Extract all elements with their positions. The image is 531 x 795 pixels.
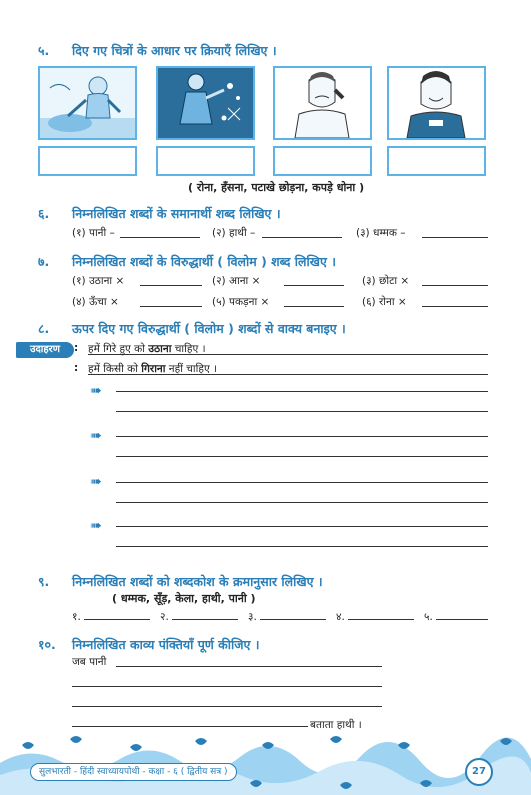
q10-number: १०. (38, 637, 56, 652)
q9-answer-line-4[interactable] (348, 619, 414, 620)
q9-slot-2: २. (160, 611, 169, 623)
q9-slot-1: १. (72, 611, 81, 623)
q10-end-words: बताता हाथी । (310, 719, 362, 731)
q6-item-2: (२) हाथी – (212, 227, 256, 239)
example-2-pre: हमें किसी को (88, 363, 142, 375)
q7-answer-line-6[interactable] (422, 306, 488, 307)
q10-answer-line-3[interactable] (72, 706, 382, 707)
q9-word-list: ( धम्मक, सूँड़, केला, हाथी, पानी ) (112, 592, 256, 605)
footer-book-title: सुलभारती - हिंदी स्वाध्यायपोथी - कक्षा - ६ ( द्वितीय सत्र ) (30, 763, 237, 781)
q7-heading (38, 253, 336, 270)
q6-title: निम्नलिखित शब्दों के समानार्थी शब्द लिखिए । (72, 206, 281, 221)
q9-number: ९. (38, 574, 50, 589)
q7-item-1: (१) उठाना × (72, 275, 125, 287)
q6-heading (38, 205, 281, 222)
example-1-pre: हमें गिरे हुए को (88, 343, 149, 355)
q8-answer-line-4b[interactable] (116, 546, 488, 547)
q7-item-5: (५) पकड़ना × (212, 296, 270, 308)
q10-answer-line-2[interactable] (72, 686, 382, 687)
q10-start-words: जब पानी (72, 656, 107, 668)
answer-box-1[interactable] (38, 146, 137, 176)
q8-answer-line-3b[interactable] (116, 502, 488, 503)
arrow-icon-4: ➠ (90, 518, 102, 534)
example-1-post: चाहिए । (171, 343, 206, 355)
q8-title: ऊपर दिए गए विरुद्धार्थी ( विलोम ) शब्दों से वाक्य बनाइए । (72, 321, 346, 336)
q7-item-3: (३) छोटा × (362, 275, 410, 287)
q7-item-6: (६) रोना × (362, 296, 407, 308)
q7-item-2: (२) आना × (212, 275, 261, 287)
example-line-2 (88, 374, 488, 375)
q6-answer-line-3[interactable] (422, 237, 488, 238)
example-2-bold: गिराना (141, 363, 166, 375)
q9-answer-line-2[interactable] (172, 619, 238, 620)
q9-heading (38, 573, 323, 590)
example-1-bold: उठाना (148, 343, 172, 355)
q6-item-3: (३) धम्मक – (356, 227, 406, 239)
page-number: 27 (465, 758, 493, 786)
q9-slot-4: ४. (336, 611, 345, 623)
example-line-1 (88, 354, 488, 355)
q7-title: निम्नलिखित शब्दों के विरुद्धार्थी ( विलोम ) शब्द लिखिए । (72, 254, 336, 269)
answer-box-3[interactable] (273, 146, 372, 176)
q8-answer-line-2a[interactable] (116, 436, 488, 437)
q9-answer-line-3[interactable] (260, 619, 326, 620)
q9-title: निम्नलिखित शब्दों को शब्दकोश के क्रमानुसार लिखिए । (72, 574, 323, 589)
example-colon-2: : (74, 362, 79, 374)
picture-crying-boy (273, 66, 372, 140)
q8-answer-line-2b[interactable] (116, 456, 488, 457)
q10-title: निम्नलिखित काव्य पंक्तियाँ पूर्ण कीजिए । (72, 637, 260, 652)
q5-hint-words: ( रोना, हँसना, पटाखे छोड़ना, कपड़े धोना ) (188, 181, 365, 194)
q7-answer-line-5[interactable] (284, 306, 344, 307)
q8-answer-line-3a[interactable] (116, 482, 488, 483)
q8-answer-line-4a[interactable] (116, 526, 488, 527)
q6-answer-line-1[interactable] (120, 237, 200, 238)
arrow-icon-1: ➠ (90, 383, 102, 399)
example-badge: उदाहरण (16, 342, 74, 358)
q5-number: ५. (38, 43, 50, 58)
q5-heading (38, 42, 277, 59)
q9-answer-line-5[interactable] (436, 619, 488, 620)
answer-box-2[interactable] (156, 146, 255, 176)
q6-answer-line-2[interactable] (262, 237, 342, 238)
example-colon-1: : (74, 342, 79, 354)
picture-washing-clothes (38, 66, 137, 140)
q8-answer-line-1b[interactable] (116, 411, 488, 412)
q5-title: दिए गए चित्रों के आधार पर क्रियाएँ लिखिए । (72, 43, 277, 58)
answer-box-4[interactable] (387, 146, 486, 176)
q6-number: ६. (38, 206, 50, 221)
q10-heading (38, 636, 260, 653)
example-2-post: नहीं चाहिए । (165, 363, 218, 375)
q9-slot-5: ५. (424, 611, 433, 623)
q7-answer-line-4[interactable] (140, 306, 202, 307)
q7-number: ७. (38, 254, 50, 269)
q7-answer-line-3[interactable] (422, 285, 488, 286)
q10-answer-line-4[interactable] (72, 726, 308, 727)
arrow-icon-3: ➠ (90, 474, 102, 490)
picture-laughing-boy (387, 66, 486, 140)
q9-answer-line-1[interactable] (84, 619, 150, 620)
q7-answer-line-2[interactable] (284, 285, 344, 286)
q6-item-1: (१) पानी – (72, 227, 115, 239)
q7-item-4: (४) ऊँचा × (72, 296, 119, 308)
q8-heading (38, 320, 346, 337)
q8-answer-line-1a[interactable] (116, 391, 488, 392)
arrow-icon-2: ➠ (90, 428, 102, 444)
q9-slot-3: ३. (248, 611, 257, 623)
q10-answer-line-1[interactable] (116, 666, 382, 667)
picture-firecrackers (156, 66, 255, 140)
q7-answer-line-1[interactable] (140, 285, 202, 286)
q8-number: ८. (38, 321, 50, 336)
